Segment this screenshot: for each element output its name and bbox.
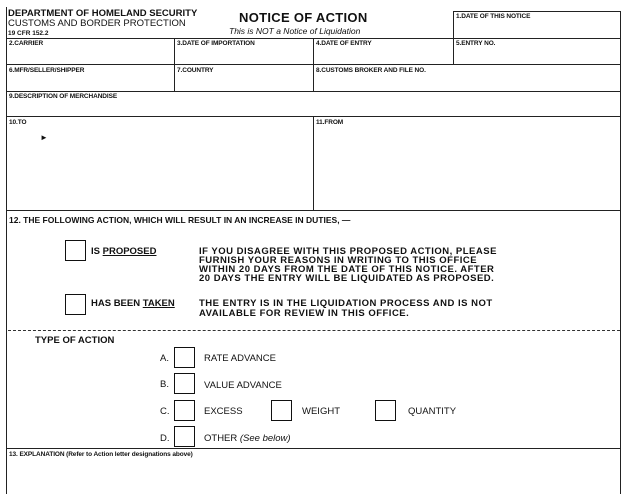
type-of-action-heading: TYPE OF ACTION [35,335,115,346]
col-line-to-from [313,116,314,211]
agency-name: DEPARTMENT OF HOMELAND SECURITY [8,8,198,19]
taken-prefix: HAS BEEN [91,298,141,309]
proposed-checkbox[interactable] [65,240,86,261]
date-of-entry-label: 4.DATE OF ENTRY [316,40,372,47]
explanation-label: 13. EXPLANATION (Refer to Action letter designations above) [9,451,193,458]
bureau-name: CUSTOMS AND BORDER PROTECTION [8,18,186,29]
action-heading: 12. THE FOLLOWING ACTION, WHICH WILL RESULT IN AN INCREASE IN DUTIES, — [9,215,351,225]
proposed-text-4: 20 DAYS THE ENTRY WILL BE LIQUIDATED AS PROPOSED. [199,273,495,284]
quantity-checkbox[interactable] [375,400,396,421]
broker-label: 8.CUSTOMS BROKER AND FILE NO. [316,67,426,74]
type-d-letter: D. [160,433,170,444]
other-option [204,433,291,444]
weight-label: WEIGHT [302,406,340,417]
proposed-option [91,246,156,257]
taken-text-2: AVAILABLE FOR REVIEW IN THIS OFFICE. [199,308,410,319]
rate-advance-label: RATE ADVANCE [204,353,276,364]
date-of-notice-label: 1.DATE OF THIS NOTICE [456,13,531,20]
value-advance-checkbox[interactable] [174,373,195,394]
to-label: 10.TO [9,119,27,126]
dashed-separator [8,330,620,331]
taken-checkbox[interactable] [65,294,86,315]
form-subtitle: This is NOT a Notice of Liquidation [229,26,361,36]
col-line-3 [174,38,175,92]
proposed-word: PROPOSED [102,246,157,257]
carrier-label: 2.CARRIER [9,40,44,47]
date-of-importation-label: 3.DATE OF IMPORTATION [177,40,255,47]
proposed-prefix: IS [91,246,100,257]
proposed-text-3: WITHIN 20 DAYS FROM THE DATE OF THIS NOTICE. AFTER [199,264,495,275]
rate-advance-checkbox[interactable] [174,347,195,368]
excess-checkbox[interactable] [174,400,195,421]
weight-checkbox[interactable] [271,400,292,421]
other-label: OTHER [204,433,238,444]
other-checkbox[interactable] [174,426,195,447]
notice-date-left [453,11,454,39]
to-arrow-icon: ► [40,133,48,142]
cfr-reference: 19 CFR 152.2 [8,30,49,37]
description-label: 9.DESCRIPTION OF MERCHANDISE [9,93,118,100]
type-c-letter: C. [160,406,170,417]
row-line-6 [6,448,621,449]
entry-no-label: 5.ENTRY NO. [456,40,496,47]
quantity-label: QUANTITY [408,406,457,417]
excess-label: EXCESS [204,406,243,417]
taken-option [91,298,175,309]
col-line-4 [313,38,314,92]
form-border-right [620,11,621,494]
value-advance-label: VALUE ADVANCE [204,380,282,391]
notice-date-top [453,11,621,12]
type-b-letter: B. [160,379,169,390]
type-a-letter: A. [160,353,169,364]
taken-text-1: THE ENTRY IS IN THE LIQUIDATION PROCESS AND IS NOT [199,298,493,309]
proposed-text-1: IF YOU DISAGREE WITH THIS PROPOSED ACTION, PLEASE [199,246,497,257]
taken-word: TAKEN [142,298,175,309]
form-border-left [6,7,7,494]
form-title: NOTICE OF ACTION [239,10,368,25]
other-note: (See below) [239,433,291,444]
country-label: 7.COUNTRY [177,67,214,74]
proposed-text-2: FURNISH YOUR REASONS IN WRITING TO THIS OFFICE [199,255,478,266]
col-line-5 [453,38,454,65]
from-label: 11.FROM [316,119,344,126]
mfr-label: 6.MFR/SELLER/SHIPPER [9,67,85,74]
